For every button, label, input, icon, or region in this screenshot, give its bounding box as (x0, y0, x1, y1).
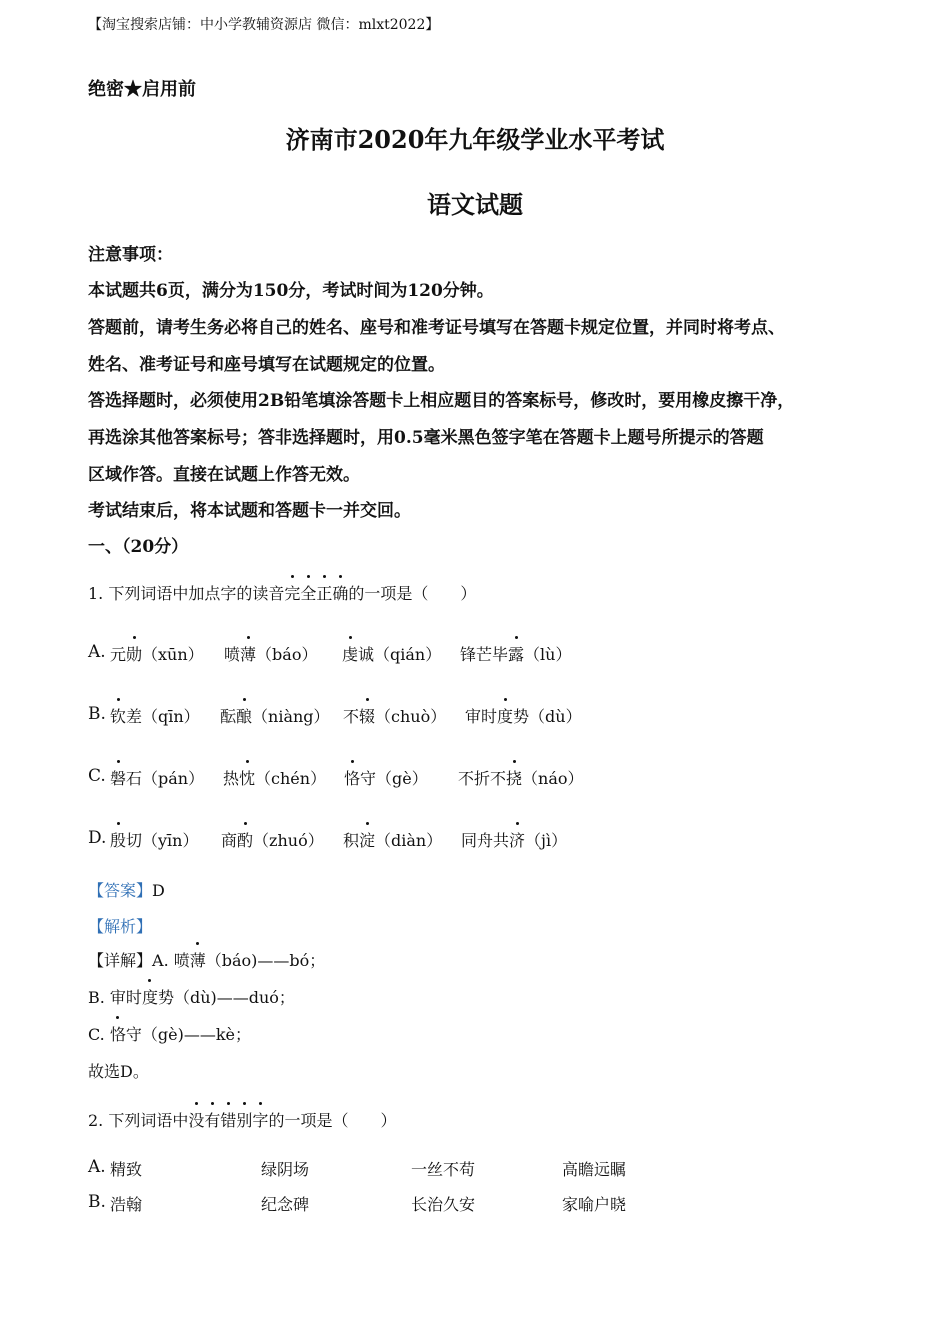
option-item: 家喻户晓 (562, 1195, 627, 1214)
option-letter: B. (88, 704, 106, 724)
option-item: 虔诚（qián） (342, 642, 441, 665)
dotted-char: 正 (316, 581, 332, 604)
conclusion-line: 故选D。 (88, 1062, 149, 1081)
option-item: 商酌（zhuó） (221, 828, 324, 851)
option-item: 殷切（yīn） (110, 828, 198, 851)
option-letter: A. (88, 1157, 106, 1177)
option-item: 恪守（gè） (344, 766, 428, 789)
question-1-stem (88, 581, 476, 604)
option-item: 高瞻远瞩 (562, 1160, 627, 1179)
option-item: 喷薄（báo） (224, 642, 317, 665)
detail-line: B. 审时度势（dù)——duó； (88, 985, 295, 1008)
option-item: 同舟共济（jì） (461, 828, 567, 851)
analysis-label: 【解析】 (88, 917, 153, 936)
question-2-stem: 2. 下列词语中没有错别字的一项是（ ） (88, 1108, 396, 1131)
option-letter: D. (88, 828, 107, 848)
notice-heading: 注意事项： (88, 245, 173, 265)
dotted-char: 完 (284, 581, 300, 604)
detail-line: 【详解】A. 喷薄（báo)——bó； (88, 948, 325, 971)
notice-line: 考试结束后，将本试题和答题卡一并交回。 (88, 501, 411, 521)
notice-line: 姓名、准考证号和座号填写在试题规定的位置。 (88, 355, 445, 375)
option-item: 元勋（xūn） (110, 642, 204, 665)
option-item: 热忱（chén） (223, 766, 326, 789)
option-item: 精致 (110, 1160, 143, 1179)
detail-label: 【详解】 (88, 951, 153, 970)
notice-line: 再选涂其他答案标号；答非选择题时，用0.5毫米黑色签字笔在答题卡上题号所提示的答题 (88, 428, 764, 448)
question-1-post: 的一项是（ ） (348, 584, 477, 603)
option-item: 积淀（diàn） (343, 828, 442, 851)
option-letter: A. (88, 642, 106, 662)
notice-line: 区域作答。直接在试题上作答无效。 (88, 465, 360, 485)
notice-line: 本试题共6页，满分为150分，考试时间为120分钟。 (88, 281, 494, 301)
option-item: 一丝不苟 (411, 1160, 476, 1179)
page-subtitle: 语文试题 (427, 190, 523, 219)
option-item: 长治久安 (411, 1195, 476, 1214)
notice-line: 答题前，请考生务必将自己的姓名、座号和准考证号填写在答题卡规定位置，并同时将考点、 (88, 318, 785, 338)
option-item: 锋芒毕露（lù） (460, 642, 571, 665)
option-item: 审时度势（dù） (465, 704, 582, 727)
option-item: 浩翰 (110, 1195, 143, 1214)
secret-label: 绝密★启用前 (88, 79, 196, 100)
option-letter: C. (88, 766, 106, 786)
option-item: 不折不挠（náo） (458, 766, 584, 789)
option-item: 不辍（chuò） (343, 704, 446, 727)
section-heading: 一、（20分） (88, 537, 189, 557)
answer-label: 【答案】 (88, 881, 153, 900)
dotted-char: 全 (300, 581, 316, 604)
answer-value: D (152, 881, 165, 900)
option-item: 酝酿（niàng） (220, 704, 330, 727)
detail-line: C. 恪守（gè)——kè； (88, 1022, 251, 1045)
dotted-char: 确 (332, 581, 348, 604)
option-item: 钦差（qīn） (110, 704, 200, 727)
option-item: 磐石（pán） (110, 766, 204, 789)
notice-line: 答选择题时，必须使用2B铅笔填涂答题卡上相应题目的答案标号，修改时，要用橡皮擦干净， (88, 391, 795, 411)
option-item: 绿阴场 (261, 1160, 310, 1179)
question-1-pre: 1. 下列词语中加点字的读音 (88, 584, 285, 603)
option-letter: B. (88, 1192, 106, 1212)
page-title: 济南市2020年九年级学业水平考试 (285, 125, 665, 154)
option-item: 纪念碑 (261, 1195, 310, 1214)
header-note: 【淘宝搜索店铺：中小学教辅资源店 微信：mlxt2022】 (88, 17, 440, 33)
answer-line (88, 878, 165, 901)
